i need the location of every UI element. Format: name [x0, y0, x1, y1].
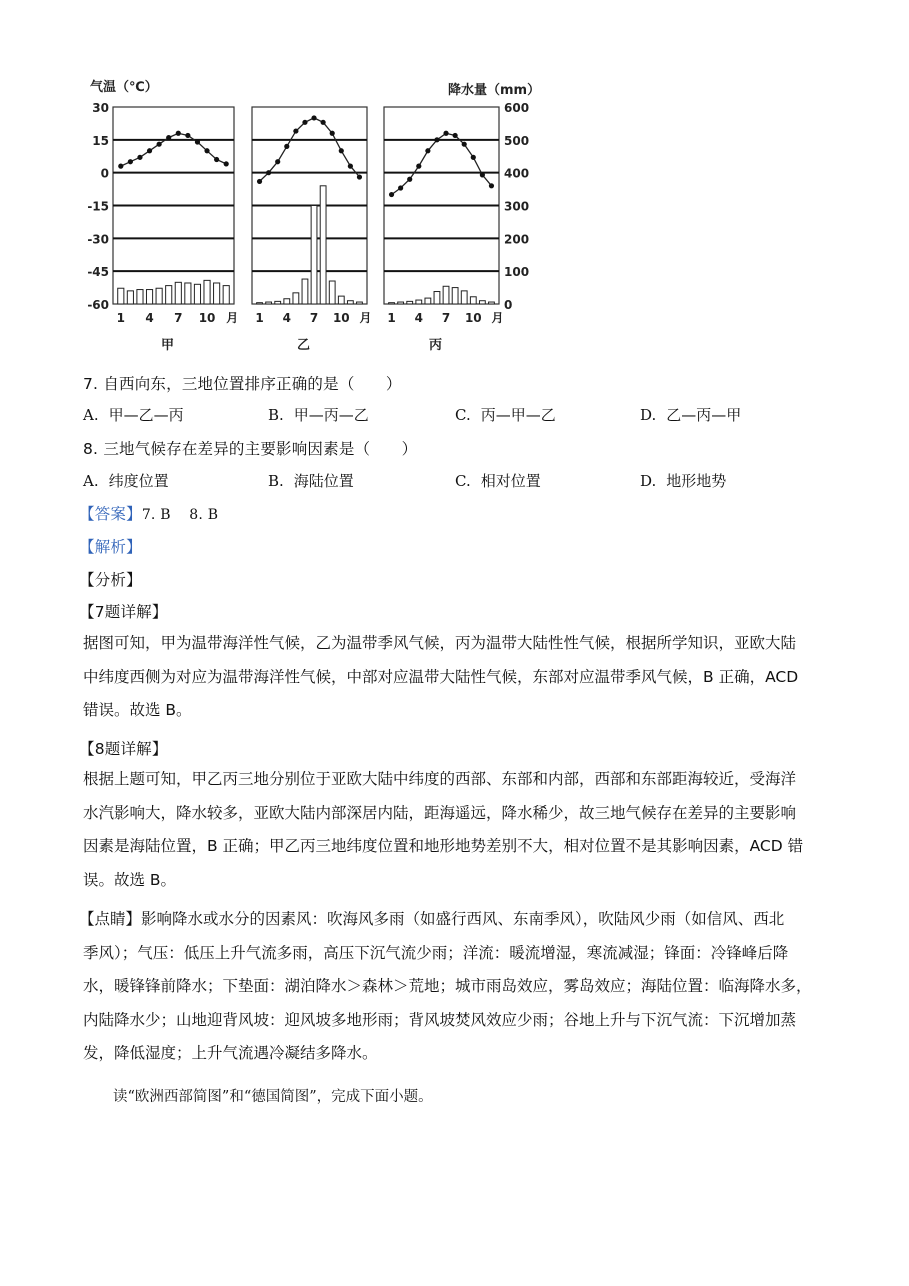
month-tick-label: 月: [491, 311, 504, 325]
temperature-point: [489, 183, 494, 188]
temperature-point: [195, 139, 200, 144]
temperature-tick-label: -15: [87, 199, 109, 214]
precipitation-bar: [137, 290, 143, 304]
temperature-point: [204, 148, 209, 153]
month-tick-label: 4: [145, 311, 154, 325]
precipitation-bar: [127, 291, 133, 304]
month-tick-label: 1: [255, 311, 264, 325]
question-8-stem: 8. 三地气候存在差异的主要影响因素是（ ）: [83, 440, 418, 458]
month-tick-label: 月: [359, 311, 372, 325]
precipitation-bar: [156, 288, 162, 304]
precipitation-bar: [175, 282, 181, 304]
precipitation-bar: [320, 186, 326, 304]
temperature-point: [118, 164, 123, 169]
precipitation-bar: [146, 290, 152, 304]
precipitation-bar: [311, 206, 317, 305]
month-tick-label: 1: [387, 311, 396, 325]
q8-line: 根据上题可知，甲乙丙三地分别位于亚欧大陆中纬度的西部、东部和内部，西部和东部距海较近，受海洋: [83, 770, 797, 788]
temperature-point: [137, 155, 142, 160]
temperature-point: [416, 164, 421, 169]
q8-line: 因素是海陆位置，B 正确；甲乙丙三地纬度位置和地形地势差别不大，相对位置不是其影响因素，ACD 错: [83, 837, 804, 855]
tip-line: 水，暖锋锋前降水；下垫面：湖泊降水＞森林＞荒地；城市雨岛效应，雾岛效应；海陆位置：临海降水多，: [83, 977, 812, 995]
q8-line: 水汽影响大，降水较多，亚欧大陆内部深居内陆，距海遥远，降水稀少，故三地气候存在差异的主要影响: [83, 803, 797, 822]
q7-option-d[interactable]: D. 乙—丙—甲: [640, 406, 742, 424]
temperature-point: [157, 142, 162, 147]
precipitation-bar: [452, 288, 458, 304]
precipitation-bar: [416, 300, 422, 304]
panel-name-label: 丙: [428, 338, 443, 353]
month-tick-label: 7: [174, 311, 183, 325]
tip-line: 季风）；气压：低压上升气流多雨，高压下沉气流少雨；洋流：暖流增湿，寒流减湿；锋面：冷锋峰后降: [83, 943, 789, 962]
precipitation-bar: [284, 299, 290, 304]
precipitation-bar: [204, 280, 210, 304]
q7-line: 据图可知，甲为温带海洋性气候，乙为温带季风气候，丙为温带大陆性性气候，根据所学知识，亚欧大陆: [83, 634, 797, 652]
temperature-point: [434, 137, 439, 142]
month-tick-label: 10: [332, 311, 350, 325]
q7-detail-heading: 【7题详解】: [79, 603, 168, 621]
temperature-point: [275, 159, 280, 164]
precipitation-bar: [223, 286, 229, 304]
precipitation-axis-title: 降水量（mm）: [448, 83, 541, 98]
q7-line: 错误。故选 B。: [83, 701, 192, 719]
precipitation-bar: [347, 301, 353, 304]
temperature-point: [453, 133, 458, 138]
temperature-point: [339, 148, 344, 153]
temperature-point: [293, 128, 298, 133]
q8-option-a[interactable]: A. 纬度位置: [83, 472, 169, 490]
temperature-point: [443, 131, 448, 136]
precipitation-bar: [293, 293, 299, 304]
precipitation-bar: [357, 302, 363, 304]
temperature-point: [425, 148, 430, 153]
precipitation-bar: [194, 284, 200, 304]
q8-option-c[interactable]: C. 相对位置: [455, 472, 541, 490]
temperature-curve: [121, 133, 226, 166]
temperature-tick-label: 15: [92, 133, 109, 148]
temperature-point: [471, 155, 476, 160]
q8-option-d[interactable]: D. 地形地势: [640, 472, 727, 490]
temperature-axis-title: 气温（℃）: [90, 80, 158, 95]
temperature-point: [166, 135, 171, 140]
precipitation-bar: [302, 279, 308, 304]
answer-label: 【答案】: [79, 505, 142, 523]
month-tick-label: 10: [464, 311, 482, 325]
precipitation-bar: [166, 286, 172, 304]
temperature-tick-label: -60: [87, 298, 109, 312]
temperature-point: [257, 179, 262, 184]
temperature-tick-label: 30: [92, 101, 109, 115]
temperature-point: [266, 170, 271, 175]
temperature-point: [176, 131, 181, 136]
temperature-point: [389, 192, 394, 197]
climate-charts: [0, 0, 909, 360]
q7-detail-text: [83, 627, 833, 728]
tip-label: 【点睛】: [79, 910, 142, 928]
precipitation-bar: [443, 286, 449, 304]
panel-name-label: 甲: [160, 338, 175, 353]
temperature-point: [462, 142, 467, 147]
q8-detail-text: [83, 763, 833, 897]
month-tick-label: 10: [198, 311, 216, 325]
precipitation-bar: [398, 302, 404, 304]
precipitation-tick-label: 600: [504, 101, 530, 115]
temperature-point: [357, 174, 362, 179]
precipitation-tick-label: 400: [504, 166, 530, 181]
temperature-point: [321, 120, 326, 125]
panel-name-label: 乙: [296, 338, 311, 353]
precipitation-bar: [266, 302, 272, 304]
answer-line: [79, 502, 218, 524]
precipitation-bar: [275, 301, 281, 304]
q7-option-c[interactable]: C. 丙—甲—乙: [455, 406, 556, 424]
temperature-point: [224, 161, 229, 166]
q7-line: 中纬度西侧为对应为温带海洋性气候，中部对应温带大陆性气候，东部对应温带季风气候，B 正确，ACD: [83, 667, 799, 686]
temperature-point: [407, 177, 412, 182]
precipitation-tick-label: 500: [504, 133, 530, 148]
precipitation-bar: [118, 288, 124, 304]
precipitation-tick-label: 200: [504, 232, 530, 247]
temperature-point: [302, 120, 307, 125]
tip-line: 发，降低湿度；上升气流遇冷凝结多降水。: [83, 1044, 378, 1062]
precipitation-tick-label: 300: [504, 199, 530, 214]
temperature-point: [348, 164, 353, 169]
temperature-tick-label: -45: [87, 265, 109, 280]
precipitation-bar: [257, 303, 263, 304]
month-tick-label: 4: [414, 311, 423, 325]
precipitation-bar: [461, 291, 467, 304]
q7-option-b[interactable]: B. 甲—丙—乙: [268, 406, 369, 424]
temperature-point: [128, 159, 133, 164]
precipitation-bar: [338, 296, 344, 304]
month-tick-label: 7: [441, 311, 451, 325]
precipitation-bar: [489, 302, 495, 304]
precipitation-bar: [479, 301, 485, 304]
analysis-label: 【解析】: [79, 538, 142, 556]
temperature-tick-label: 0: [100, 166, 109, 181]
temperature-point: [214, 157, 219, 162]
next-section-intro: 读“欧洲西部简图”和“德国简图”，完成下面小题。: [113, 1089, 433, 1105]
question-7-stem: 7. 自西向东，三地位置排序正确的是（ ）: [83, 375, 402, 393]
month-tick-label: 1: [116, 311, 125, 325]
temperature-tick-label: -30: [87, 232, 109, 247]
precipitation-tick-label: 100: [504, 265, 530, 280]
month-tick-label: 月: [226, 311, 239, 325]
temperature-point: [147, 148, 152, 153]
temperature-point: [330, 131, 335, 136]
q8-line: 误。故选 B。: [83, 870, 177, 889]
tip-line: 内陆降水少；山地迎背风坡：迎风坡多地形雨；背风坡焚风效应少雨；谷地上升与下沉气流：下沉增加蒸: [83, 1010, 797, 1029]
precipitation-bar: [329, 281, 335, 304]
month-tick-label: 4: [282, 311, 291, 325]
precipitation-bar: [434, 292, 440, 304]
answer-text: 7. B 8. B: [141, 507, 219, 523]
tip-text: [79, 903, 835, 1071]
precipitation-tick-label: 0: [504, 298, 513, 312]
precipitation-bar: [470, 297, 476, 304]
temperature-point: [311, 115, 316, 120]
precipitation-bar: [389, 303, 395, 304]
q8-option-b[interactable]: B. 海陆位置: [268, 472, 354, 490]
precipitation-bar: [185, 283, 191, 304]
precipitation-bar: [425, 298, 431, 304]
precipitation-bar: [407, 301, 413, 304]
tip-first-line: 【点睛】影响降水或水分的因素风：吹海风多雨（如盛行西风、东南季风），吹陆风少雨（如信风、西北: [79, 910, 785, 928]
precipitation-bar: [214, 283, 220, 304]
temperature-point: [480, 172, 485, 177]
q8-detail-heading: 【8题详解】: [79, 740, 168, 758]
q7-option-a[interactable]: A. 甲—乙—丙: [83, 406, 184, 424]
fenxi-label: 【分析】: [79, 571, 142, 589]
temperature-point: [398, 185, 403, 190]
temperature-point: [284, 144, 289, 149]
month-tick-label: 7: [309, 311, 319, 325]
temperature-point: [185, 133, 190, 138]
temperature-curve: [392, 133, 492, 194]
